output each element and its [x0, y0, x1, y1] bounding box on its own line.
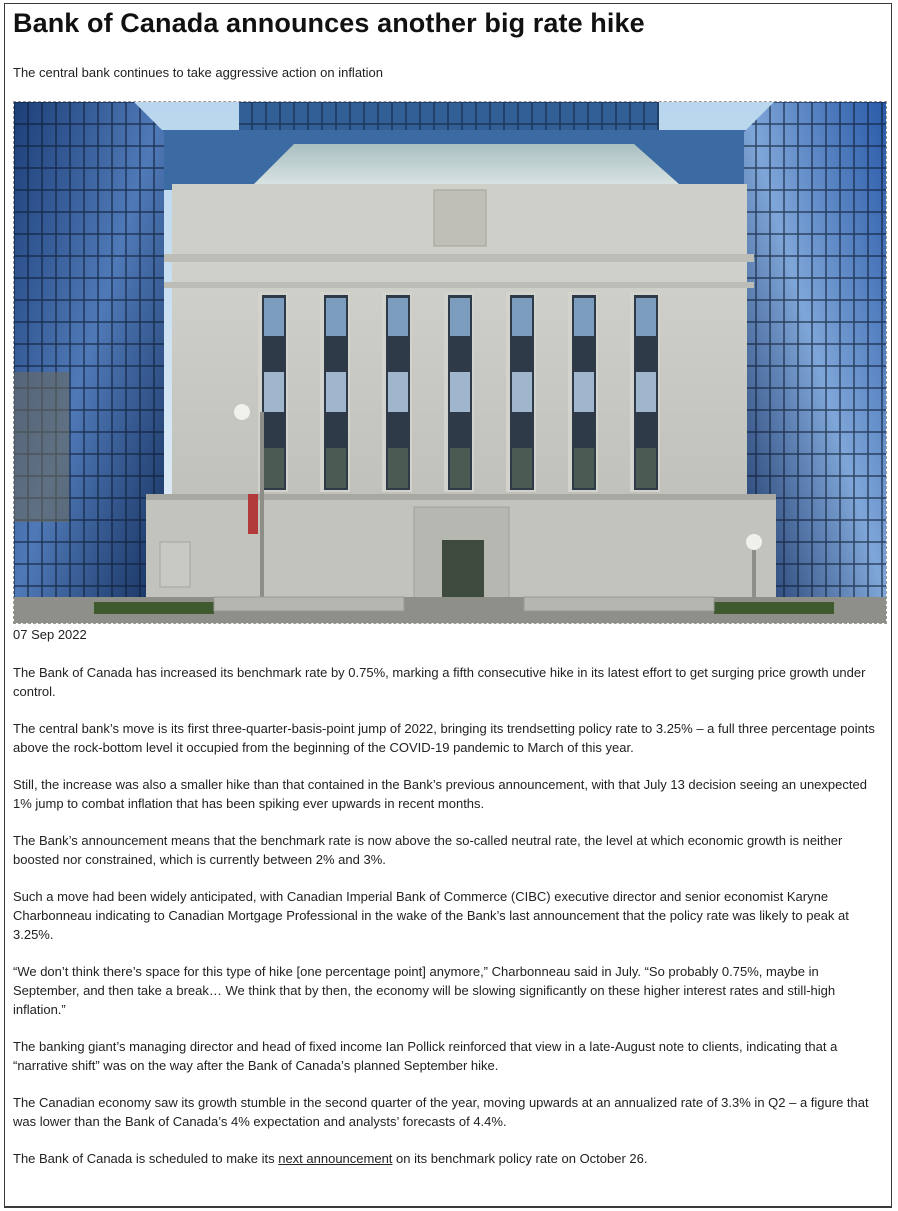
- article-date: 07 Sep 2022: [13, 627, 87, 642]
- paragraph: The Canadian economy saw its growth stumble in the second quarter of the year, moving upwards at an annualized rate of 3.3% in Q2 – a figure that was lower than the Bank of Canada’s 4% expectation and analysts’ forecasts of 4.4%.: [13, 1095, 869, 1130]
- paragraph-text: The Bank of Canada is scheduled to make its: [13, 1151, 279, 1167]
- paragraph: The Bank of Canada has increased its benchmark rate by 0.75%, marking a fifth consecutive hike in its latest effort to get surging price growth under control.: [13, 665, 866, 699]
- paragraph: The central bank’s move is its first three-quarter-basis-point jump of 2022, bringing its trendsetting policy rate to 3.25% – a full three percentage points above the rock-bottom level it occupied from the beginning of the COVID-19 pandemic to March of this year.: [13, 721, 875, 755]
- paragraph-last: [13, 1150, 885, 1169]
- paragraph: Still, the increase was also a smaller hike than that contained in the Bank’s previous announcement, with that July 13 decision seeing an unexpected 1% jump to combat inflation that has been spiking ever upwards in recent months.: [13, 777, 867, 811]
- paragraph-text: on its benchmark policy rate on October 26.: [392, 1151, 648, 1167]
- article-subtitle: The central bank continues to take aggressive action on inflation: [13, 65, 384, 80]
- article-body: [13, 664, 885, 1188]
- paragraph: The Bank’s announcement means that the benchmark rate is now above the so-called neutral rate, the level at which economic growth is neither boosted nor constrained, which is currently between 2% and 3%.: [13, 833, 843, 868]
- hero-image: [13, 101, 887, 624]
- paragraph: “We don’t think there’s space for this type of hike [one percentage point] anymore,” Charbonneau said in July. “So probably 0.75%, maybe in September, and then take a break… We think that by then, the economy will be slowing significantly on these higher interest rates and still-high inflation.”: [13, 964, 836, 1017]
- paragraph: Such a move had been widely anticipated, with Canadian Imperial Bank of Commerce (CIBC) executive director and senior economist Karyne Charbonneau indicating to Canadian Mortgage Professional in the wake of the Bank’s last announcement that the policy rate was likely to peak at 3.25%.: [13, 889, 849, 942]
- article-title: Bank of Canada announces another big rate hike: [13, 8, 645, 38]
- next-announcement-link[interactable]: next announcement: [278, 1151, 393, 1167]
- divider: [4, 1206, 892, 1207]
- paragraph: The banking giant’s managing director and head of fixed income Ian Pollick reinforced that view in a late-August note to clients, indicating that a “narrative shift” was on the way after the Bank of Canada’s planned September hike.: [13, 1039, 838, 1073]
